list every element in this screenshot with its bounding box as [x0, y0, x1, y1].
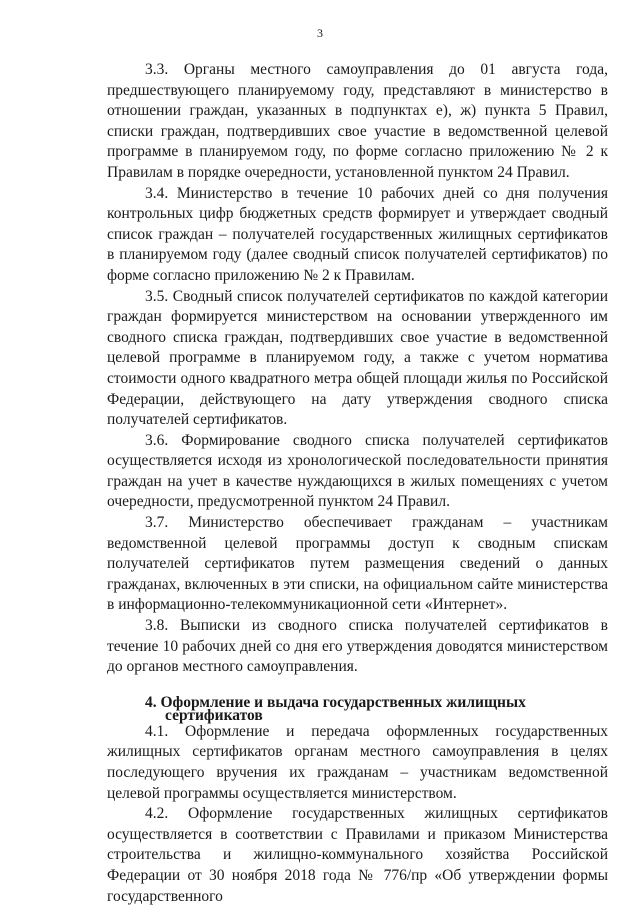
paragraph-3-4: 3.4. Министерство в течение 10 рабочих дней со дня получения контрольных цифр бюджетных средств формирует и утверждает сводный список граждан – получателей государственных жилищных сертификатов в планируемом году (далее сводный список получателей сертификатов) по форме согласно приложению № 2 к Правилам. — [107, 184, 608, 284]
section-4-heading — [107, 693, 608, 724]
paragraph-3-7: 3.7. Министерство обеспечивает гражданам – участникам ведомственной целевой программы доступ к сводным спискам получателей сертификатов путем размещения сведений о данных гражданах, включенных в эти списки, на официальном сайте министерства в информационно-телекоммуникационной сети «Интернет». — [107, 514, 608, 614]
paragraph-3-3: 3.3. Органы местного самоуправления до 01 августа года, предшествующего планируемому году, представляют в министерство в отношении граждан, указанных в подпунктах е), ж) пункта 5 Правил, списки граждан, подтвердивших свое участие в ведомственной целевой программе в планируемом году, по форме согласно приложению № 2 к Правилам в порядке очередности, установленной пунктом 24 Правил. — [107, 61, 608, 181]
paragraph-3-5: 3.5. Сводный список получателей сертификатов по каждой категории граждан формируется министерством на основании утвержденного им сводного списка граждан, подтвердивших свое участие в ведомственной целевой программе в планируемом году, а также с учетом норматива стоимости одного квадратного метра общей площади жилья по Российской Федерации, действующего на дату утверждения сводного списка получателей сертификатов. — [107, 287, 608, 429]
paragraph-3-6: 3.6. Формирование сводного списка получателей сертификатов осуществляется исходя из хронологической последовательности принятия граждан на учет в качестве нуждающихся в жилых помещениях с учетом очередности, предусмотренной пунктом 24 Правил. — [107, 431, 608, 511]
paragraph-4-1: 4.1. Оформление и передача оформленных государственных жилищных сертификатов органам местного самоуправления в целях последующего вручения их гражданам – участникам ведомственной целевой программы осуществляется министерством. — [107, 722, 608, 802]
paragraph-3-8: 3.8. Выписки из сводного списка получателей сертификатов в течение 10 рабочих дней со дня его утверждения доводятся министерством до органов местного самоуправления. — [107, 617, 608, 676]
document-body — [107, 60, 608, 907]
section-4-heading-line2: сертификатов — [165, 706, 263, 724]
paragraph-4-2: 4.2. Оформление государственных жилищных сертификатов осуществляется в соответствии с Правилами и приказом Министерства строительства и жилищно-коммунального хозяйства Российской Федерации от 30 ноября 2018 года № 776/пр «Об утверждении формы государственного — [107, 805, 608, 905]
page-number: 3 — [317, 26, 323, 40]
section-4-heading-line1: 4. Оформление и выдача государственных жилищных — [145, 693, 526, 711]
